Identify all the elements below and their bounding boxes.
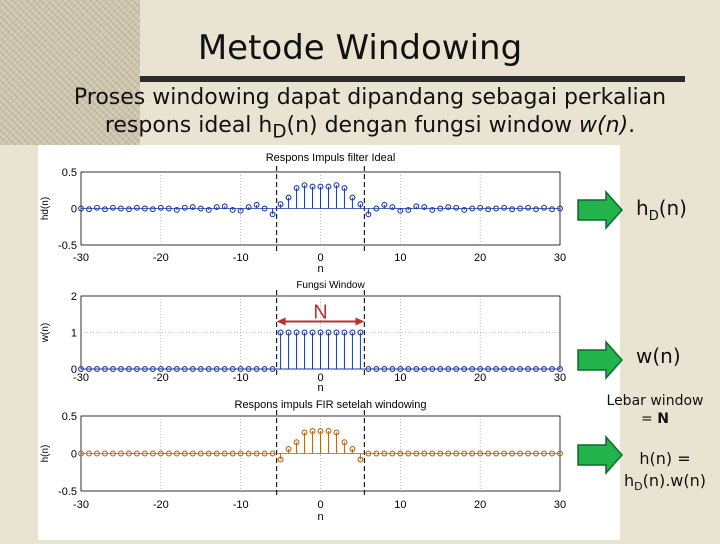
label-h-sub: D — [634, 480, 643, 494]
x-tick-label: -30 — [73, 252, 89, 264]
x-tick-label: 30 — [553, 499, 567, 511]
x-tick-label: 10 — [394, 499, 407, 511]
label-w: w(n) — [636, 344, 681, 368]
x-tick-label: -10 — [232, 499, 249, 511]
subtitle-text: respons ideal h — [104, 113, 273, 138]
x-tick-label: -20 — [152, 499, 169, 511]
label-h-main: h — [623, 471, 635, 490]
label-hd-tail: (n) — [658, 196, 687, 220]
y-tick-label: 0 — [70, 448, 77, 461]
chart-title: Respons Impuls filter Ideal — [265, 152, 396, 164]
label-h — [610, 448, 720, 498]
lebar-n: N — [657, 411, 669, 427]
x-axis-label: n — [317, 511, 324, 523]
subtitle-window-fn: w(n) — [579, 113, 629, 138]
x-tick-label: 20 — [474, 252, 487, 264]
slide-subtitle — [30, 84, 710, 146]
x-tick-label: -30 — [73, 499, 89, 511]
x-tick-label: -20 — [152, 372, 169, 384]
subtitle-text: (n) dengan fungsi window — [286, 113, 580, 138]
y-tick-label: 0.5 — [61, 167, 77, 179]
y-tick-label: -0.5 — [58, 486, 77, 498]
plots-panel — [38, 145, 620, 540]
lebar-line-2 — [590, 410, 720, 428]
y-tick-label: 0.5 — [61, 411, 77, 423]
slide-title: Metode Windowing — [197, 28, 523, 68]
x-tick-label: 30 — [553, 252, 567, 264]
subtitle-line-1: Proses windowing dapat dipandang sebagai perkalian — [73, 85, 667, 110]
label-h-line-2 — [610, 470, 720, 498]
arrow-right-icon — [576, 190, 626, 230]
x-axis-label: n — [317, 263, 324, 275]
chart-title: Respons impuls FIR setelah windowing — [234, 399, 427, 411]
y-axis-label: hd(n) — [40, 196, 51, 221]
y-tick-label: 0 — [70, 364, 77, 376]
y-tick-label: -0.5 — [58, 240, 77, 252]
x-tick-label: -10 — [232, 372, 249, 384]
x-tick-label: 0 — [317, 372, 324, 384]
lebar-line-1: Lebar window — [606, 393, 704, 409]
label-lebar-window — [590, 392, 720, 428]
label-h-line-1: h(n) = — [639, 449, 691, 468]
y-tick-label: 1 — [70, 327, 77, 340]
chart-2 — [40, 399, 566, 523]
chart-0 — [40, 152, 566, 275]
y-axis-label: h(n) — [40, 444, 51, 463]
title-rule — [140, 76, 685, 82]
label-hd-main: h — [636, 196, 649, 220]
subtitle-subscript: D — [272, 121, 287, 143]
y-axis-label: w(n) — [40, 322, 51, 343]
x-axis-label: n — [317, 382, 324, 394]
label-h-tail: (n).w(n) — [642, 471, 707, 490]
x-tick-label: -30 — [73, 372, 89, 384]
x-tick-label: 20 — [474, 499, 487, 511]
label-hd-sub: D — [648, 209, 659, 224]
chart-1 — [40, 280, 566, 394]
chart-title: Fungsi Window — [296, 280, 365, 291]
y-tick-label: 0 — [70, 203, 77, 216]
x-tick-label: 20 — [474, 372, 487, 384]
subtitle-line-2 — [30, 112, 710, 146]
window-width-label: N — [313, 301, 328, 324]
x-tick-label: -20 — [152, 252, 169, 264]
subtitle-text: . — [628, 113, 636, 138]
label-hd — [636, 196, 687, 224]
x-tick-label: 0 — [317, 252, 324, 264]
lebar-eq: = — [641, 411, 658, 427]
x-tick-label: 10 — [394, 372, 407, 384]
y-tick-label: 2 — [70, 291, 77, 303]
x-tick-label: -10 — [232, 252, 249, 264]
x-tick-label: 0 — [317, 499, 324, 511]
x-tick-label: 30 — [553, 372, 567, 384]
x-tick-label: 10 — [394, 252, 407, 264]
arrow-right-icon — [576, 340, 626, 380]
plots-figure — [38, 145, 620, 540]
